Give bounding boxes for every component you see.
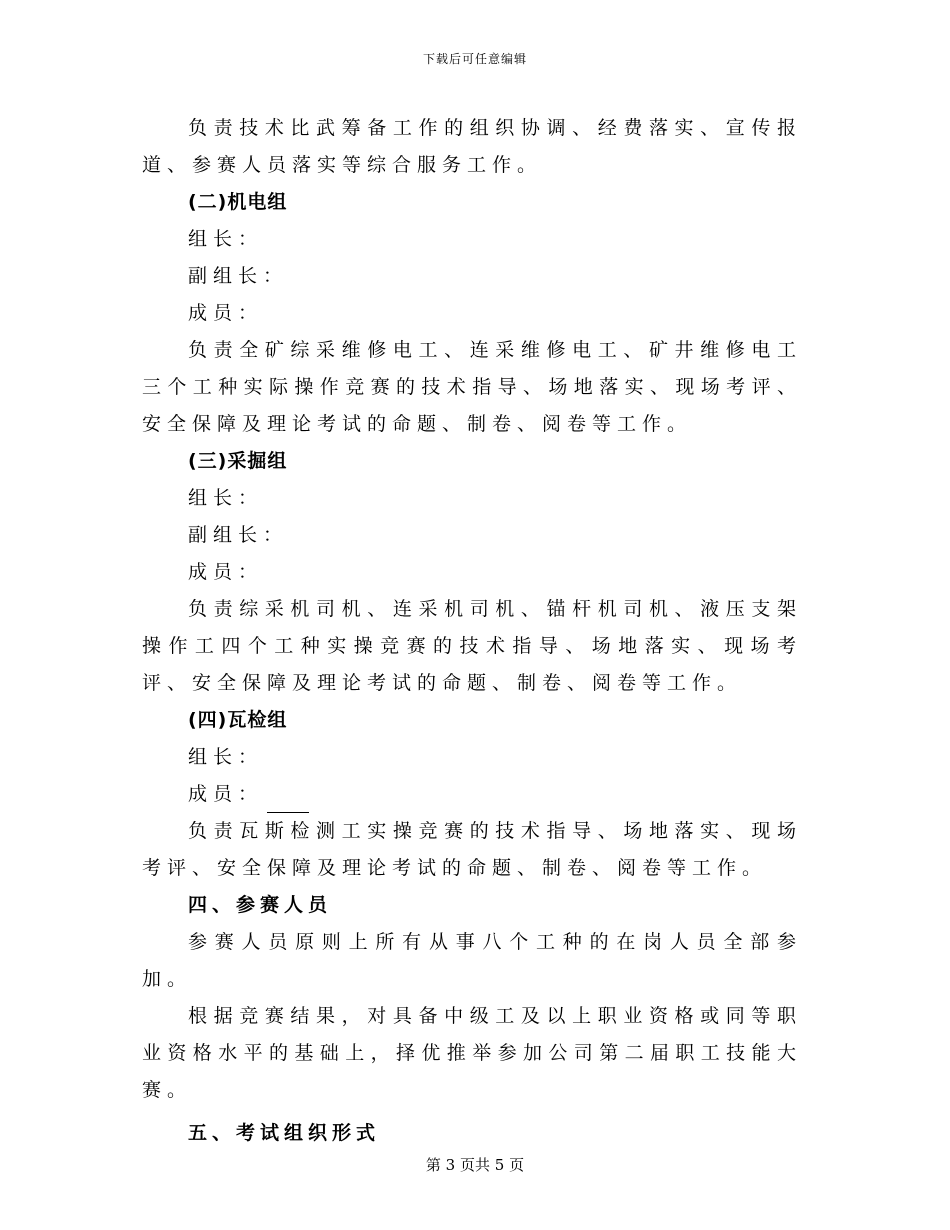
members-label: 成员：: [188, 783, 264, 805]
members-line: 成员：: [188, 561, 264, 583]
section-heading-gas-inspection-group: (四)瓦检组: [188, 709, 288, 731]
deputy-leader-line: 副组长：: [188, 265, 289, 287]
section-heading-mining-group: (三)采掘组: [188, 450, 288, 472]
page-header: 下载后可任意编辑: [422, 52, 527, 66]
members-line: 成员：: [188, 302, 264, 324]
paragraph-selection: 根据竞赛结果，对具备中级工及以上职业资格或同等职业资格水平的基础上，择优推举参加公司第二届职工技能大赛。: [142, 1005, 802, 1101]
deputy-leader-line: 副组长：: [188, 524, 289, 546]
paragraph-organizing-duties: 负责技术比武筹备工作的组织协调、经费落实、宣传报道、参赛人员落实等综合服务工作。: [142, 117, 802, 176]
section-heading-participants: 四、参赛人员: [188, 894, 333, 916]
leader-line: 组长：: [188, 487, 264, 509]
paragraph-participants: 参赛人员原则上所有从事八个工种的在岗人员全部参加。: [142, 931, 802, 990]
section-heading-electromechanical-group: (二)机电组: [188, 191, 288, 213]
page-footer: 第 3 页共 5 页: [425, 1156, 525, 1174]
document-body: [142, 110, 802, 1152]
members-line-with-blank: [142, 776, 802, 813]
paragraph-gas-inspection-duties: 负责瓦斯检测工实操竞赛的技术指导、场地落实、现场考评、安全保障及理论考试的命题、制卷、阅卷等工作。: [142, 820, 802, 879]
blank-underline: [267, 792, 309, 813]
paragraph-electromechanical-duties: 负责全矿综采维修电工、连采维修电工、矿井维修电工三个工种实际操作竞赛的技术指导、场地落实、现场考评、安全保障及理论考试的命题、制卷、阅卷等工作。: [142, 339, 802, 435]
section-heading-exam-format: 五、考试组织形式: [188, 1122, 381, 1144]
leader-line: 组长：: [188, 746, 264, 768]
leader-line: 组长：: [188, 228, 264, 250]
paragraph-mining-duties: 负责综采机司机、连采机司机、锚杆机司机、液压支架操作工四个工种实操竞赛的技术指导、场地落实、现场考评、安全保障及理论考试的命题、制卷、阅卷等工作。: [142, 598, 802, 694]
